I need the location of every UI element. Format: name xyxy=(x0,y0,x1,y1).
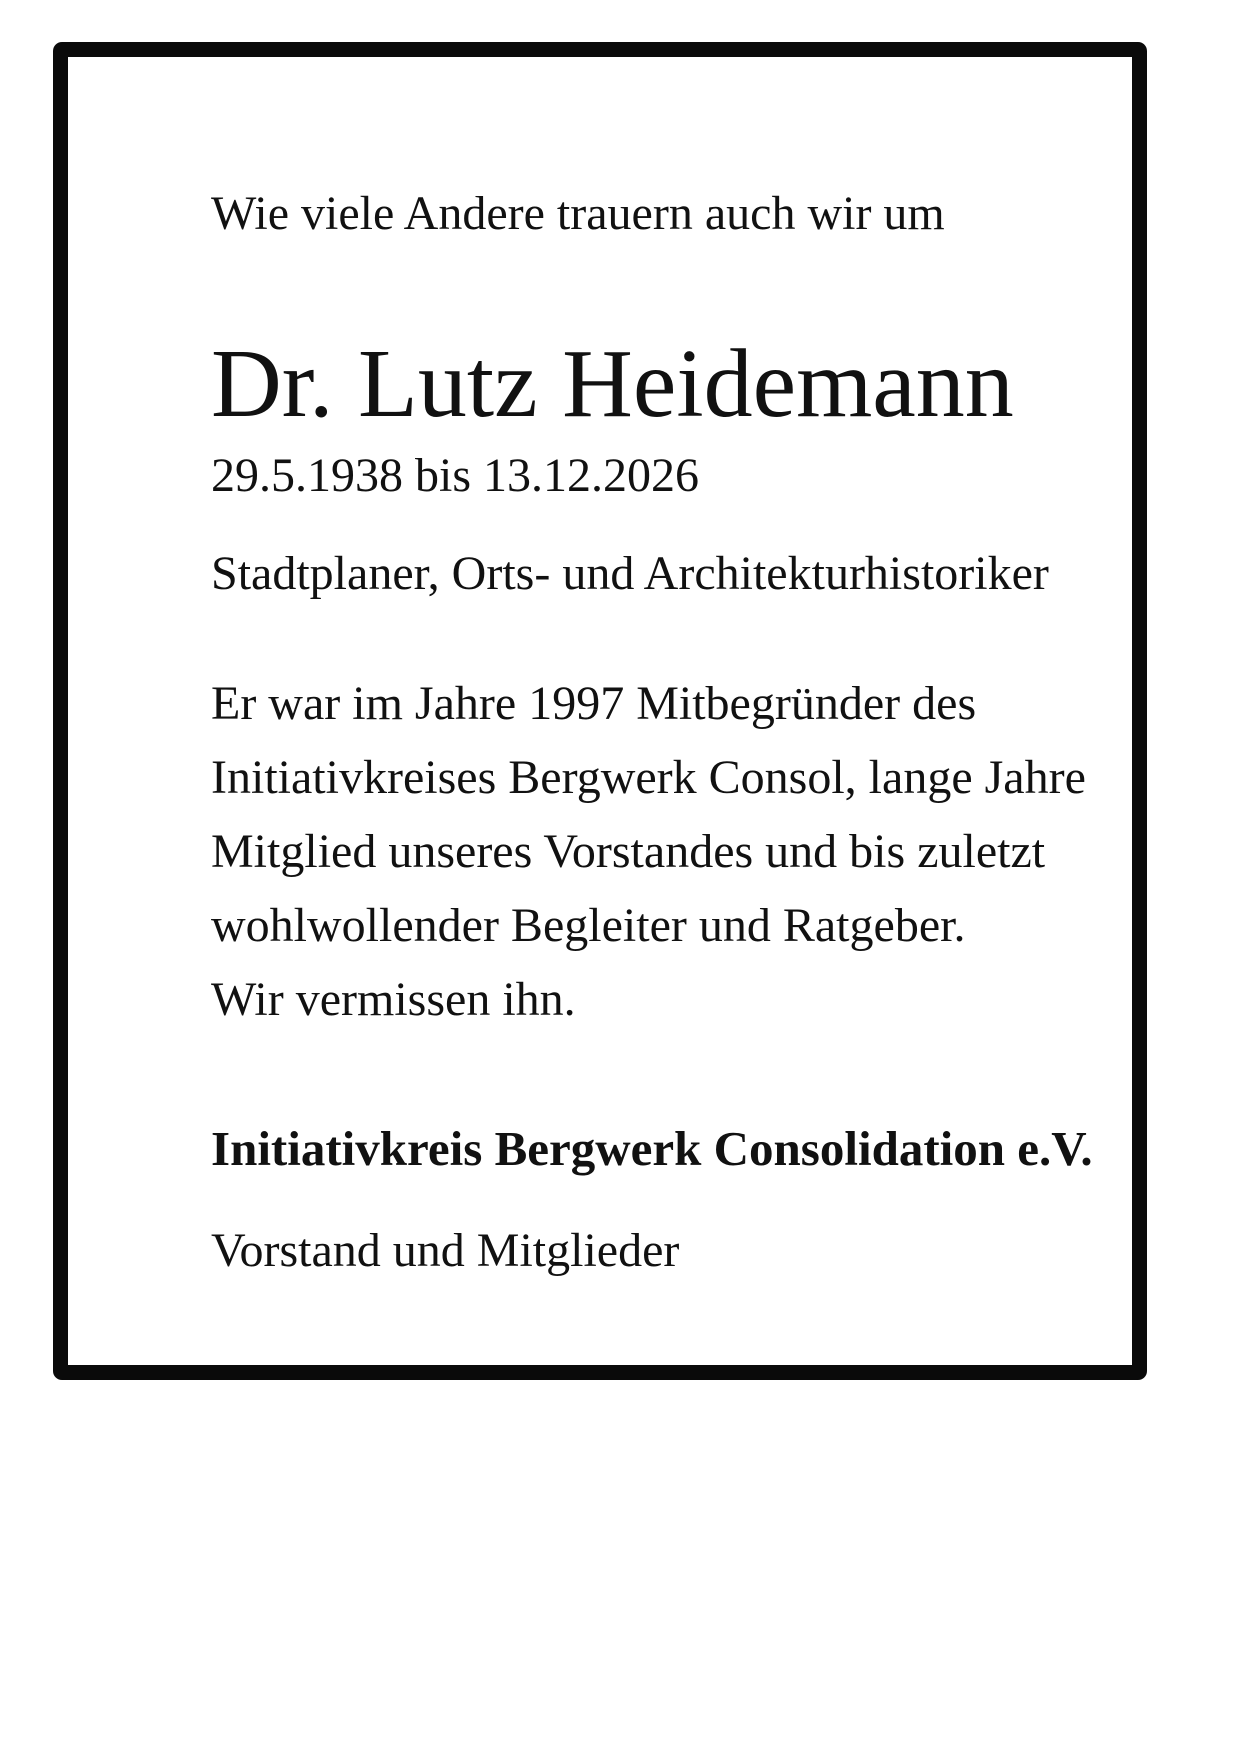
notice-border-frame xyxy=(53,42,1147,1380)
organization-name: Initiativkreis Bergwerk Consolidation e.V. xyxy=(211,1121,1093,1176)
tribute-line: Mitglied unseres Vorstandes und bis zuletzt xyxy=(211,825,1046,878)
tribute-line: Initiativkreises Bergwerk Consol, lange Jahre xyxy=(211,751,1086,804)
intro-line: Wie viele Andere trauern auch wir um xyxy=(211,187,945,240)
deceased-name: Dr. Lutz Heidemann xyxy=(211,330,1014,438)
tribute-line: Er war im Jahre 1997 Mitbegründer des xyxy=(211,677,977,730)
tribute-line: wohlwollender Begleiter und Ratgeber. xyxy=(211,899,966,952)
deceased-role: Stadtplaner, Orts- und Architekturhistoriker xyxy=(211,547,1049,600)
tribute-paragraph xyxy=(211,667,1086,1037)
signature-line: Vorstand und Mitglieder xyxy=(211,1224,680,1277)
tribute-line: Wir vermissen ihn. xyxy=(211,973,576,1026)
life-dates: 29.5.1938 bis 13.12.2026 xyxy=(211,449,700,502)
